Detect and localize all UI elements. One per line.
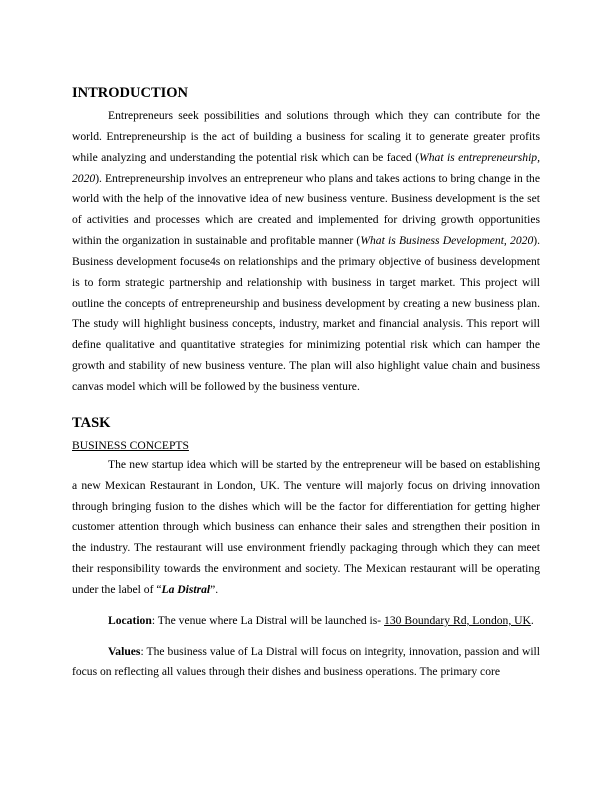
values-label: Values — [108, 644, 141, 658]
introduction-paragraph — [72, 106, 540, 398]
citation-entrepreneurship: What is entrepreneurship, 2020 — [72, 150, 540, 185]
location-text: : The venue where La Distral will be launched is- — [151, 613, 385, 627]
concept-text-end: ”. — [210, 582, 219, 596]
location-end: . — [530, 613, 534, 627]
concept-text: The new startup idea which will be started by the entrepreneur will be based on establishing a new Mexican Restaurant in London, UK. The venture will majorly focus on driving innovation through bringing fusion to the dishes which will be the factor for differentiation for getting higher customer attention through which business can enhance their sales and strengthen their position in the industry. The restaurant will use environment friendly packaging through which they can meet their responsibility towards the environment and society. The Mexican restaurant will be operating under the label of “ — [72, 457, 540, 596]
introduction-heading: INTRODUCTION — [72, 85, 189, 101]
intro-text-3: ). Business development focuse4s on relationships and the primary objective of business development is to form strategic partnership and relationship with business in target market. This project will outline the concepts of entrepreneurship and business development by creating a new business plan. The study will highlight business concepts, industry, market and financial analysis. This report will define qualitative and quantitative strategies for minimizing potential risk which can hamper the growth and stability of new business venture. The plan will also highlight value chain and business canvas model which will be followed by the business venture. — [72, 234, 541, 393]
values-text: : The business value of La Distral will focus on integrity, innovation, passion and will focus on reflecting all values through their dishes and business operations. The primary core — [72, 644, 540, 679]
business-concepts-subheading: BUSINESS CONCEPTS — [72, 438, 189, 452]
page-content — [72, 84, 540, 683]
location-label: Location — [108, 613, 152, 627]
location-address: 130 Boundary Rd, London, UK — [384, 613, 531, 627]
restaurant-label: La Distral — [161, 582, 211, 596]
intro-text-2: ). Entrepreneurship involves an entrepreneur who plans and takes actions to bring change in the world with the help of the innovative idea of new business venture. Business development is the set of activities and processes which are created and implemented for driving growth opportunities within the organization in sustainable and profitable manner ( — [72, 171, 540, 248]
values-paragraph — [72, 642, 540, 684]
location-paragraph — [72, 611, 540, 632]
intro-text-1: Entrepreneurs seek possibilities and solutions through which they can contribute for the world. Entrepreneurship is the act of building a business for scaling it to generate greater profits while analyzing and understanding the potential risk which can be faced ( — [72, 109, 540, 164]
task-heading: TASK — [72, 414, 111, 431]
citation-business-development: What is Business Development, 2020 — [360, 234, 534, 248]
business-concepts-paragraph — [72, 455, 540, 601]
